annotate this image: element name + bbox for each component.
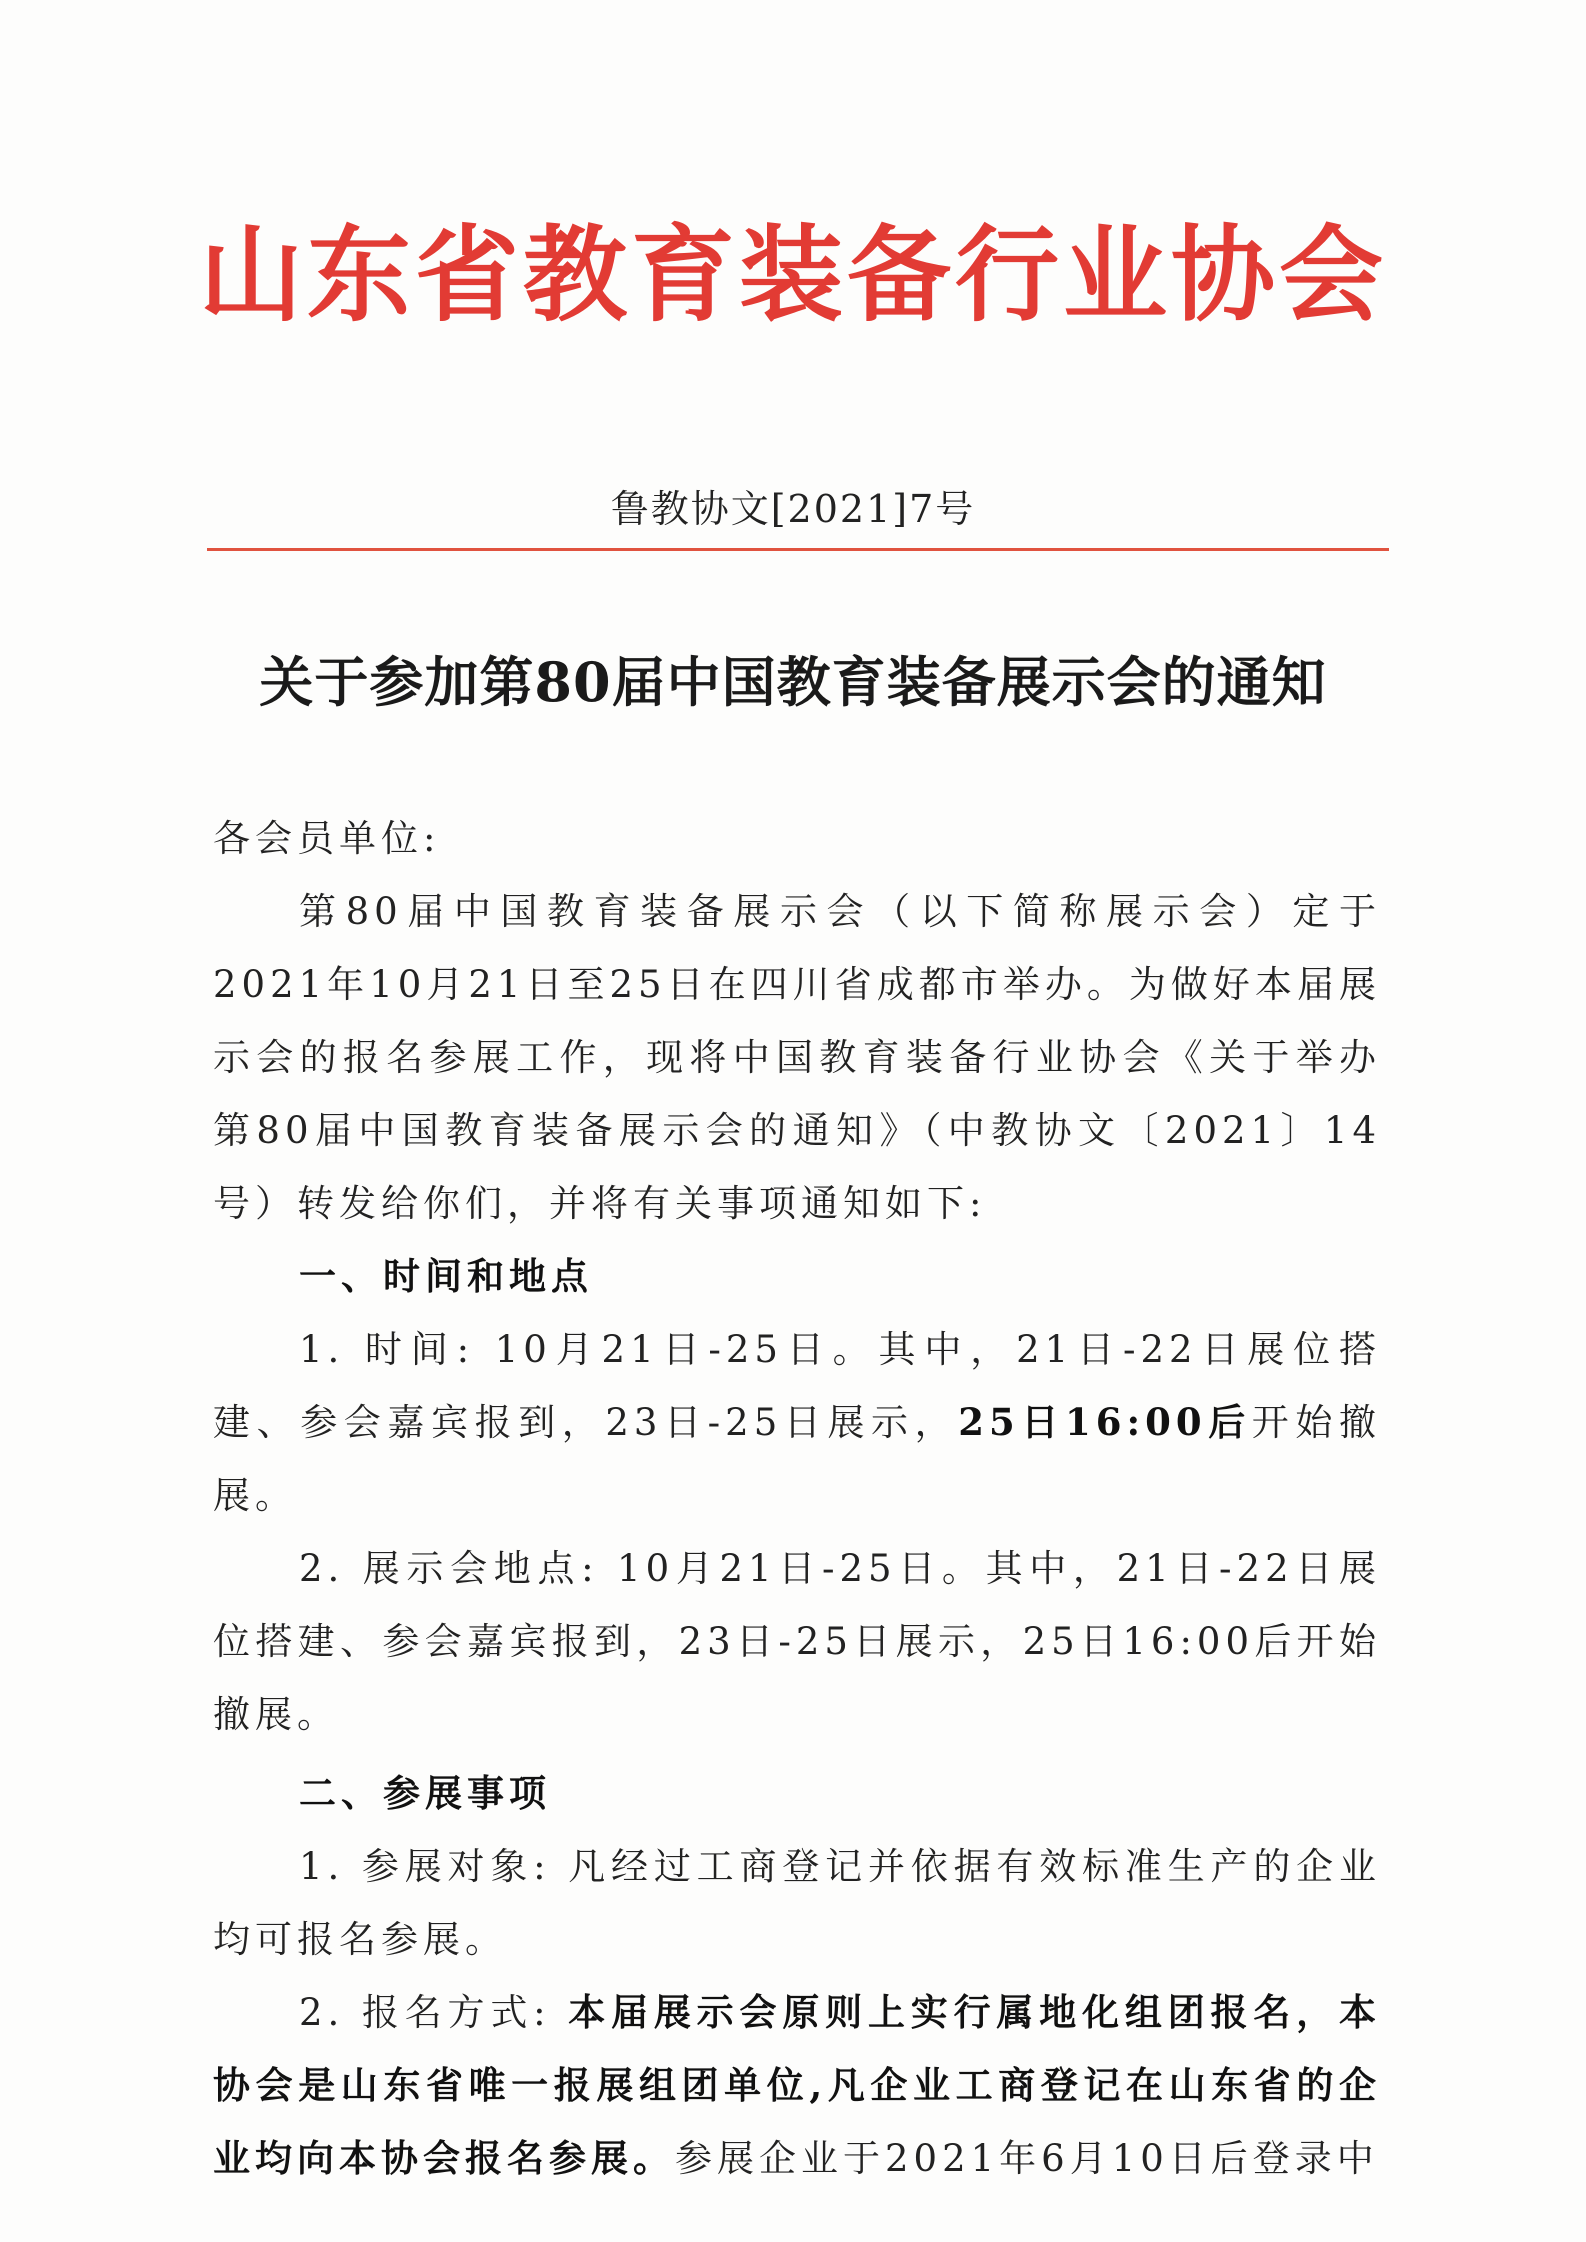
exhibitor-paragraph: 1. 参展对象: 凡经过工商登记并依据有效标准生产的企业均可报名参展。 <box>213 1845 1381 1961</box>
salutation: 各会员单位: <box>213 817 441 860</box>
time-text: 1. 时间: 10月21日-25日。其中，21日-22日展位搭建、参会嘉宾报到，23日-25日展示， <box>213 1328 1381 1444</box>
registration-emphasis: 本届展示会原则上实行属地化组团报名，本协会是山东省唯一报展组团单位,凡企业工商登记在山东省的企业均向本协会报名参展。 <box>213 1990 1381 2180</box>
registration-paragraph <box>213 1976 1381 2195</box>
registration-text-end: 参展企业于2021年6月10日后登录中 <box>675 2137 1379 2180</box>
document-number: 鲁教协文[2021]7号 <box>610 487 976 531</box>
section-heading-exhibition: 二、参展事项 <box>299 1771 551 1815</box>
letterhead-title: 山东省教育装备行业协会 <box>198 213 1387 336</box>
notice-title: 关于参加第80届中国教育装备展示会的通知 <box>259 650 1327 714</box>
intro-paragraph: 第80届中国教育装备展示会（以下简称展示会）定于2021年10月21日至25日在四川省成都市举办。为做好本届展示会的报名参展工作，现将中国教育装备行业协会《关于举办第80届中国教育装备展示会的通知》（中教协文〔2021〕14号）转发给你们，并将有关事项通知如下: <box>213 890 1381 1225</box>
section-heading-time-place: 一、时间和地点 <box>299 1254 593 1298</box>
time-text-end: 开始撤展。 <box>213 1401 1381 1517</box>
red-divider-line <box>207 548 1389 551</box>
registration-label: 2. 报名方式: <box>299 1991 569 2034</box>
venue-paragraph: 2. 展示会地点: 10月21日-25日。其中，21日-22日展位搭建、参会嘉宾报到，23日-25日展示，25日16:00后开始撤展。 <box>213 1547 1381 1736</box>
teardown-time-emphasis: 25日16:00后 <box>958 1400 1252 1444</box>
time-paragraph <box>213 1313 1381 1532</box>
document-body <box>213 802 1381 2195</box>
